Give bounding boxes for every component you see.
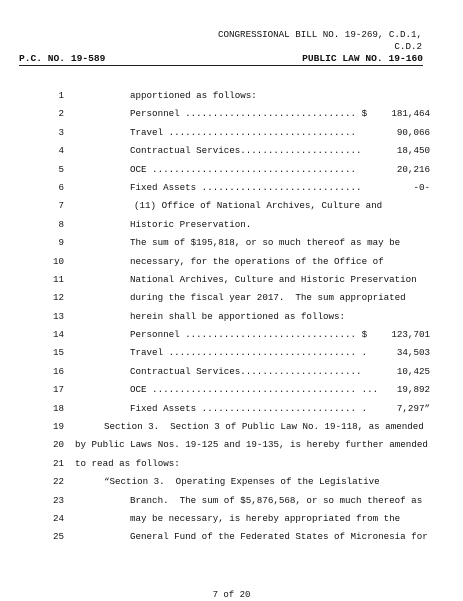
line-amount: 181,464 [391,108,430,120]
line-12 [0,289,463,307]
line-number: 6 [58,181,64,193]
line-text: Travel .................................. [130,126,357,138]
line-23 [0,492,463,510]
line-text: herein shall be apportioned as follows: [130,310,346,322]
line-text: Personnel ............................... $ [130,108,368,120]
line-number: 17 [52,384,64,396]
line-text: by Public Laws Nos. 19-125 and 19-135, is hereby further amended [75,439,428,451]
line-text: Travel .................................. . [130,347,368,359]
line-number: 15 [52,347,64,359]
line-text: necessary, for the operations of the Office of [130,255,384,267]
line-11 [0,271,463,289]
line-10 [0,253,463,271]
line-number: 1 [58,90,64,101]
line-text: OCE ..................................... ... [130,384,379,396]
line-number: 16 [52,365,64,377]
line-number: 9 [58,237,64,249]
line-number: 12 [52,292,64,304]
line-text: during the fiscal year 2017. The sum appropriated [130,292,406,304]
line-text: OCE ..................................... [130,163,357,175]
line-text: Fixed Assets ............................ . [130,402,368,414]
line-text: Personnel ............................... $ [130,329,368,341]
line-text: Branch. The sum of $5,876,568, or so much thereof as [130,494,423,506]
line-number: 7 [58,200,64,212]
line-number: 10 [52,255,64,267]
line-number: 8 [58,218,64,230]
line-number: 3 [58,126,64,138]
line-text: to read as follows: [75,457,180,469]
line-text: General Fund of the Federated States of Micronesia for [130,531,428,543]
line-number: 21 [52,457,64,469]
line-amount: 20,216 [396,163,430,175]
line-amount: 90,066 [396,126,430,138]
line-22 [0,473,463,491]
line-6 [0,179,463,197]
line-text: “Section 3. Operating Expenses of the Legislative [104,476,380,488]
line-18 [0,400,463,418]
line-text: may be necessary, is hereby appropriated from the [130,512,401,524]
line-amount: -0- [413,181,430,193]
header-divider [19,65,423,66]
line-text: (11) Office of National Archives, Culture and [134,200,383,212]
line-15 [0,344,463,362]
line-17 [0,381,463,399]
line-number: 13 [52,310,64,322]
line-text: Contractual Services...................... [130,365,362,377]
line-8 [0,216,463,234]
line-number: 14 [52,329,64,341]
page-footer: 7 of 20 [212,590,251,600]
line-number: 25 [52,531,64,543]
line-3 [0,124,463,142]
line-9 [0,234,463,252]
line-21 [0,455,463,473]
line-amount: 34,503 [396,347,430,359]
line-20 [0,436,463,454]
line-amount: 10,425 [396,365,430,377]
line-amount: 19,892 [396,384,430,396]
line-text: The sum of $195,818, or so much thereof as may be [130,237,401,249]
bill-number-line-2: C.D.2 [394,41,422,52]
line-number: 18 [52,402,64,414]
numbered-lines [0,87,463,547]
line-5 [0,161,463,179]
bill-number-line-1: CONGRESSIONAL BILL NO. 19-269, C.D.1, [218,29,422,40]
line-13 [0,308,463,326]
line-amount: 18,450 [396,145,430,157]
line-number: 4 [58,145,64,157]
line-number: 19 [52,421,64,433]
line-19 [0,418,463,436]
line-25 [0,528,463,546]
line-number: 20 [52,439,64,451]
line-number: 2 [58,108,64,120]
bill-number-header [200,29,422,53]
line-text: Contractual Services...................... [130,145,362,157]
line-4 [0,142,463,160]
line-text: apportioned as follows: [130,90,257,101]
pc-number: P.C. NO. 19-589 [19,53,106,64]
line-number: 11 [52,273,64,285]
public-law-number: PUBLIC LAW NO. 19-160 [302,53,423,64]
line-text: Historic Preservation. [130,218,252,230]
line-text: Fixed Assets ............................. [130,181,362,193]
line-1 [0,87,463,105]
line-7 [0,197,463,215]
line-number: 23 [52,494,64,506]
line-2 [0,105,463,123]
line-number: 5 [58,163,64,175]
line-16 [0,363,463,381]
line-24 [0,510,463,528]
line-number: 22 [52,476,64,488]
line-14 [0,326,463,344]
line-number: 24 [52,512,64,524]
line-text: Section 3. Section 3 of Public Law No. 19-118, as amended [104,421,424,433]
line-amount: 7,297” [396,402,430,414]
line-amount: 123,701 [391,329,430,341]
line-text: National Archives, Culture and Historic Preservation [130,273,417,285]
